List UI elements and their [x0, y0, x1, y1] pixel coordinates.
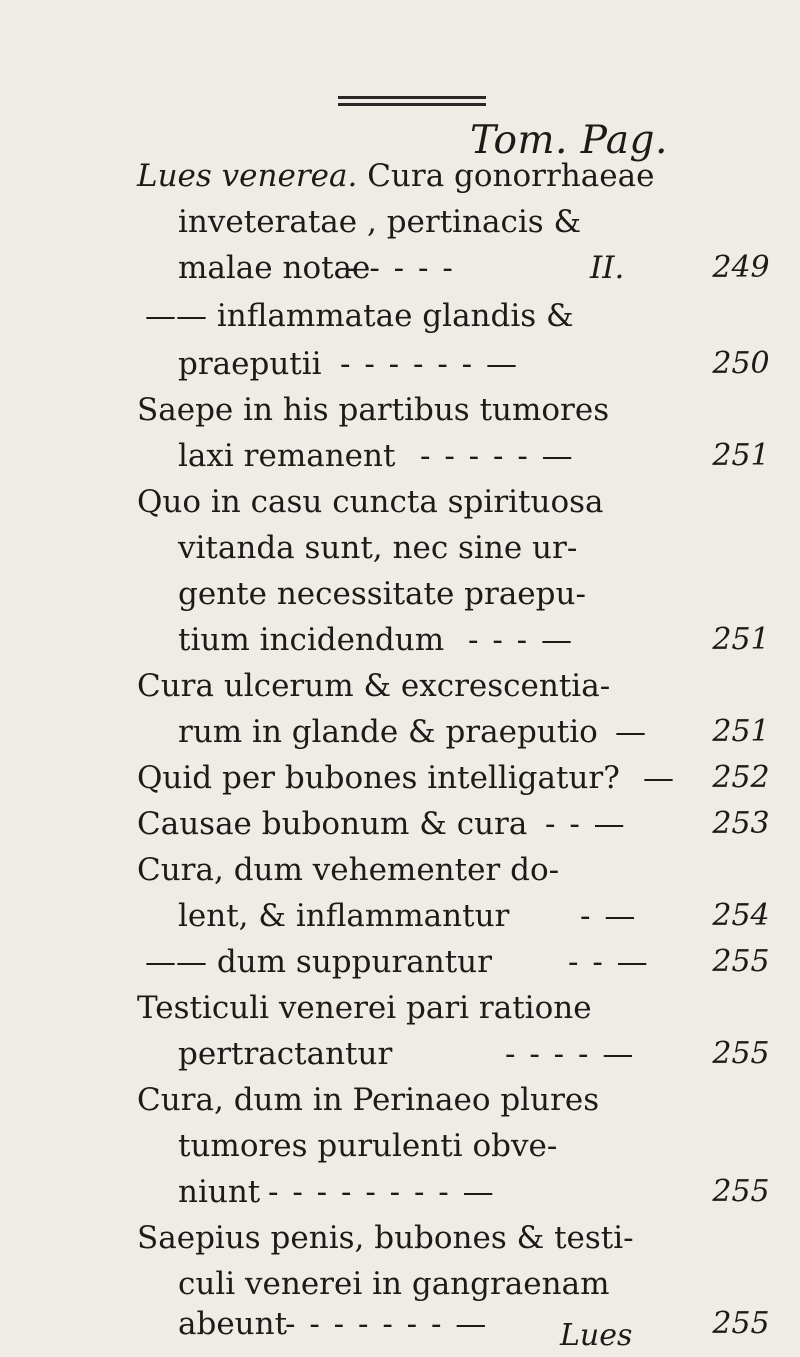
- index-line: [0, 708, 800, 756]
- index-line: [0, 386, 800, 434]
- dot-leader: - —: [580, 898, 638, 934]
- running-head-tom-pag: Tom. Pag.: [470, 118, 668, 163]
- entry-text: Cura, dum in Perinaeo plures: [137, 1082, 600, 1118]
- index-line: [0, 800, 800, 848]
- index-line: [0, 1030, 800, 1078]
- entry-text: niunt: [178, 1174, 261, 1210]
- entry-text: tium incidendum: [178, 622, 445, 658]
- index-line-page: [0, 1300, 800, 1348]
- index-line: [0, 292, 800, 340]
- entry-text: abeunt: [178, 1306, 288, 1342]
- entry-text: Quid per bubones intelligatur?: [137, 760, 620, 796]
- page-number: 250: [712, 346, 770, 381]
- dot-leader: - - —: [568, 944, 650, 980]
- index-line: [0, 198, 800, 246]
- dot-leader: - - - - - - - —: [285, 1306, 489, 1342]
- entry-text: Saepius penis, bubones & testi-: [137, 1220, 634, 1256]
- entry-text: laxi remanent: [178, 438, 396, 474]
- entry-text: pertractantur: [178, 1036, 393, 1072]
- entry-text: Causae bubonum & cura: [137, 806, 528, 842]
- dot-leader: - - - - -: [345, 250, 455, 286]
- entry-text: Cura, dum vehementer do-: [137, 852, 560, 888]
- entry-text: Testiculi venerei pari ratione: [137, 990, 592, 1026]
- index-line: [0, 478, 800, 526]
- entry-text: inveteratae , pertinacis &: [178, 204, 582, 240]
- dot-leader: - - - - - - —: [340, 346, 519, 382]
- index-line: [0, 1122, 800, 1170]
- page-number: 252: [712, 760, 770, 795]
- entry-text: vitanda sunt, nec sine ur-: [178, 530, 578, 566]
- dot-leader: —: [615, 714, 648, 750]
- index-line: [0, 570, 800, 618]
- page-number: 255: [712, 1036, 770, 1071]
- page-number: 255: [712, 944, 770, 979]
- dot-leader: - - —: [545, 806, 627, 842]
- entry-text: malae notae: [178, 250, 371, 286]
- index-line: [0, 152, 800, 200]
- page-number: 255: [712, 1306, 770, 1341]
- dot-leader: —: [643, 760, 676, 796]
- page-number: 251: [712, 622, 770, 657]
- entry-heading: Lues venerea.: [137, 158, 358, 194]
- dot-leader: - - - - - —: [420, 438, 575, 474]
- index-line: [0, 616, 800, 664]
- entry-text: praeputii: [178, 346, 322, 382]
- dot-leader: - - - —: [468, 622, 574, 658]
- entry-text: Quo in casu cuncta spirituosa: [137, 484, 604, 520]
- index-line: [0, 984, 800, 1032]
- entry-text: Cura gonorrhaeae: [357, 158, 655, 194]
- page-number: 249: [712, 250, 770, 285]
- dot-leader: - - - - - - - - —: [268, 1174, 496, 1210]
- entry-text: tumores purulenti obve-: [178, 1128, 558, 1164]
- index-line: [0, 1168, 800, 1216]
- page-number: 255: [712, 1174, 770, 1209]
- index-line: [0, 1076, 800, 1124]
- entry-text: gente necessitate praepu-: [178, 576, 586, 612]
- volume-number: II.: [590, 250, 625, 286]
- index-line: [0, 662, 800, 710]
- entry-text: Cura ulcerum & excrescentia-: [137, 668, 611, 704]
- page-number: 254: [712, 898, 770, 933]
- entry-text: lent, & inflammantur: [178, 898, 510, 934]
- catchword: Lues: [560, 1318, 633, 1353]
- dot-leader: - - - - —: [505, 1036, 636, 1072]
- index-line: [0, 892, 800, 940]
- index-line: [0, 754, 800, 802]
- index-line: [0, 1214, 800, 1262]
- entry-text: —— inflammatae glandis &: [145, 298, 574, 334]
- header-rule: [338, 96, 486, 114]
- index-line: [0, 846, 800, 894]
- entry-text: —— dum suppurantur: [145, 944, 492, 980]
- index-line: [0, 524, 800, 572]
- page-number: 251: [712, 438, 770, 473]
- page-number: 253: [712, 806, 770, 841]
- page-number: 251: [712, 714, 770, 749]
- index-line: [0, 340, 800, 388]
- index-line: [0, 432, 800, 480]
- entry-text: Saepe in his partibus tumores: [137, 392, 610, 428]
- index-line: [0, 244, 800, 292]
- entry-text: rum in glande & praeputio: [178, 714, 598, 750]
- index-line: [0, 938, 800, 986]
- entry-text: culi venerei in gangraenam: [178, 1266, 610, 1302]
